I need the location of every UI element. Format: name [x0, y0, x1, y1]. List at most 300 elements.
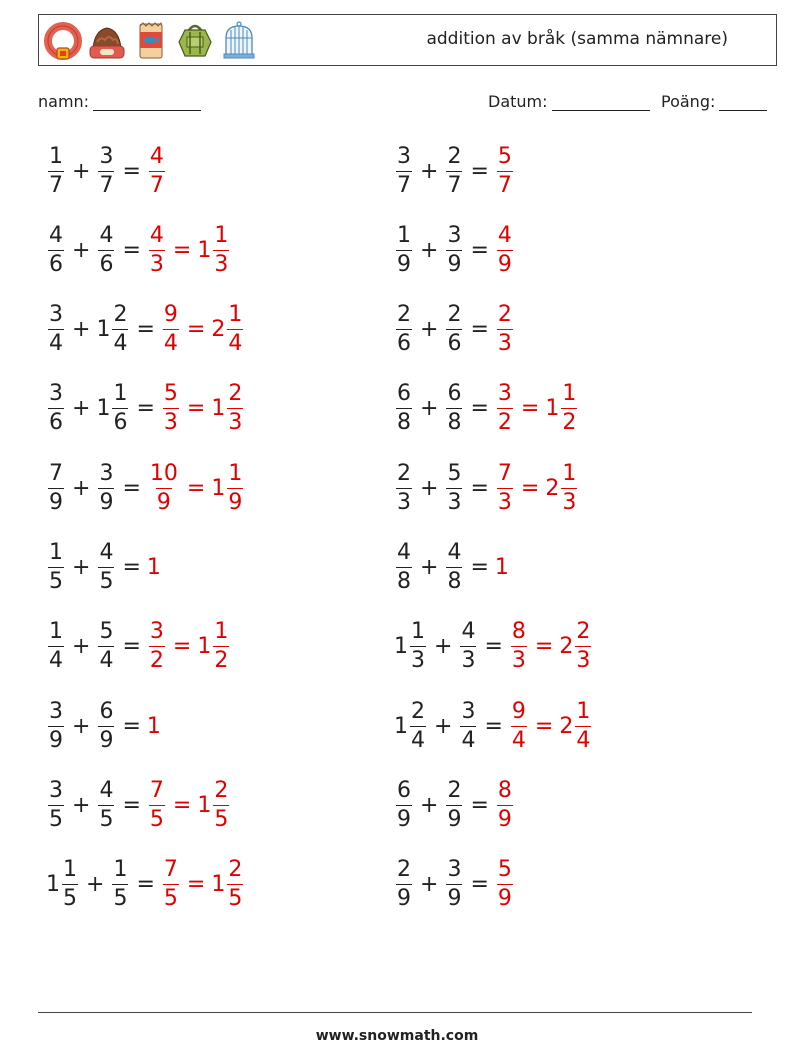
plus-sign: + — [72, 792, 91, 818]
denominator: 4 — [163, 331, 178, 357]
answer — [161, 859, 245, 910]
answer — [147, 555, 161, 580]
denominator: 7 — [99, 172, 114, 198]
fraction — [497, 460, 513, 515]
numerator: 3 — [461, 698, 476, 724]
denominator: 3 — [163, 410, 178, 436]
denominator: 6 — [397, 331, 411, 357]
equals-sign: = — [122, 158, 141, 184]
date-line[interactable] — [552, 93, 650, 111]
denominator: 9 — [228, 489, 243, 515]
numerator: 4 — [49, 222, 63, 248]
numerator: 6 — [397, 777, 411, 803]
numerator: 5 — [99, 619, 114, 645]
denominator: 3 — [562, 489, 577, 515]
problem-3 — [46, 220, 231, 280]
denominator: 6 — [49, 251, 63, 277]
plus-sign: + — [72, 555, 91, 580]
denominator: 9 — [49, 727, 63, 753]
denominator: 9 — [397, 806, 411, 832]
score-line[interactable] — [719, 93, 767, 111]
numerator: 4 — [447, 540, 462, 565]
equals-sign: = — [470, 792, 489, 818]
numerator: 6 — [99, 698, 114, 724]
answer-equals-sign: = — [172, 634, 192, 660]
denominator: 3 — [397, 489, 411, 515]
denominator: 9 — [447, 806, 462, 832]
numerator: 4 — [397, 540, 411, 565]
denominator: 9 — [447, 251, 462, 277]
fraction — [227, 460, 243, 515]
name-label: namn: — [38, 92, 90, 111]
problem-2 — [394, 141, 515, 201]
answer-equals-sign: = — [186, 396, 206, 422]
denominator: 3 — [149, 251, 164, 277]
denominator: 9 — [497, 251, 512, 277]
equals-sign: = — [470, 396, 489, 422]
numerator: 3 — [149, 619, 164, 645]
denominator: 3 — [511, 648, 526, 674]
numerator: 3 — [99, 460, 114, 486]
numerator: 1 — [397, 222, 411, 248]
fraction — [48, 460, 64, 515]
numerator: 3 — [49, 302, 63, 328]
fraction — [396, 777, 412, 832]
numerator: 4 — [149, 222, 164, 248]
denominator: 9 — [497, 806, 512, 832]
fraction — [48, 777, 64, 832]
fraction — [98, 460, 114, 515]
denominator: 3 — [461, 648, 476, 674]
answer-equals-sign: = — [186, 872, 206, 898]
problem-16 — [394, 696, 593, 756]
answer — [495, 383, 579, 434]
answer-equals-sign: = — [520, 475, 540, 501]
denominator: 7 — [49, 172, 63, 198]
numerator: 1 — [228, 460, 243, 486]
denominator: 9 — [49, 489, 63, 515]
denominator: 3 — [228, 410, 243, 436]
fraction — [396, 304, 412, 355]
denominator: 8 — [447, 410, 462, 436]
numerator: 1 — [49, 143, 63, 169]
numerator: 2 — [214, 777, 229, 803]
fraction — [227, 304, 243, 355]
denominator: 4 — [99, 648, 114, 674]
fraction — [511, 698, 527, 753]
date-field — [488, 92, 650, 111]
whole-number: 2 — [545, 475, 560, 501]
denominator: 4 — [49, 331, 63, 357]
fraction — [213, 222, 229, 277]
equals-sign: = — [122, 475, 141, 501]
fraction — [396, 542, 412, 593]
fraction — [446, 383, 462, 434]
fraction — [48, 698, 64, 753]
footer-divider — [38, 1012, 752, 1013]
denominator: 5 — [113, 886, 128, 912]
plus-sign: + — [420, 872, 439, 898]
plus-sign: + — [420, 158, 439, 184]
problem-5 — [46, 300, 245, 360]
fraction — [98, 542, 114, 593]
whole-number: 1 — [545, 396, 560, 422]
answer — [495, 859, 515, 910]
answer — [495, 304, 515, 355]
denominator: 3 — [411, 648, 425, 674]
numerator: 1 — [214, 222, 229, 248]
denominator: 7 — [397, 172, 411, 198]
fraction — [48, 383, 64, 434]
numerator: 3 — [49, 381, 63, 407]
fraction — [163, 859, 179, 910]
equals-sign: = — [136, 317, 155, 343]
numerator: 9 — [163, 302, 178, 328]
denominator: 5 — [214, 806, 229, 832]
fraction — [410, 621, 426, 672]
fraction — [396, 143, 412, 198]
numerator: 3 — [497, 381, 512, 407]
numerator: 2 — [447, 302, 462, 328]
fraction — [48, 621, 64, 672]
answer — [495, 222, 515, 277]
denominator: 8 — [447, 569, 462, 594]
fraction — [446, 222, 462, 277]
plus-sign: + — [72, 317, 91, 343]
fraction — [48, 304, 64, 355]
whole-number: 1 — [46, 872, 60, 898]
fraction — [497, 777, 513, 832]
numerator: 1 — [49, 619, 63, 645]
fraction — [396, 383, 412, 434]
whole-number: 1 — [494, 555, 509, 580]
fraction — [497, 859, 513, 910]
denominator: 8 — [397, 410, 411, 436]
fraction — [446, 542, 462, 593]
denominator: 9 — [99, 489, 114, 515]
denominator: 9 — [99, 727, 114, 753]
fraction — [62, 859, 78, 910]
denominator: 9 — [156, 489, 171, 515]
whole-number: 1 — [394, 713, 408, 739]
fraction — [149, 222, 165, 277]
numerator: 1 — [562, 381, 577, 407]
numerator: 5 — [497, 857, 512, 883]
denominator: 4 — [49, 648, 63, 674]
numerator: 6 — [397, 381, 411, 407]
numerator: 1 — [113, 381, 128, 407]
score-label: Poäng: — [661, 92, 716, 111]
numerator: 2 — [447, 777, 462, 803]
whole-number: 1 — [146, 713, 161, 739]
numerator: 5 — [163, 381, 178, 407]
denominator: 6 — [113, 410, 128, 436]
answer — [147, 143, 167, 198]
problem-13 — [46, 617, 231, 677]
fraction — [98, 621, 114, 672]
equals-sign: = — [122, 713, 141, 739]
plus-sign: + — [72, 634, 91, 660]
problem-14 — [394, 617, 593, 677]
plus-sign: + — [72, 713, 91, 739]
fraction — [149, 621, 165, 672]
numerator: 1 — [228, 302, 243, 328]
whole-number: 1 — [146, 555, 161, 580]
denominator: 9 — [397, 886, 411, 912]
problem-20 — [394, 855, 515, 915]
numerator: 2 — [228, 857, 243, 883]
fraction — [112, 383, 128, 434]
fraction — [446, 859, 462, 910]
denominator: 6 — [447, 331, 462, 357]
equals-sign: = — [470, 237, 489, 263]
numerator: 3 — [99, 143, 114, 169]
problem-8 — [394, 379, 579, 439]
fraction — [98, 222, 114, 277]
problem-6 — [394, 300, 515, 360]
fraction — [396, 222, 412, 277]
answer — [147, 777, 231, 832]
fraction — [227, 383, 243, 434]
denominator: 3 — [214, 251, 229, 277]
backpack-icon — [175, 20, 215, 62]
numerator: 4 — [99, 222, 114, 248]
numerator: 4 — [99, 540, 114, 565]
answer — [147, 621, 231, 672]
fraction — [149, 460, 179, 515]
whole-number: 1 — [96, 317, 111, 343]
denominator: 5 — [49, 806, 63, 832]
answer — [147, 460, 245, 515]
plus-sign: + — [420, 396, 439, 422]
numerator: 1 — [214, 619, 229, 645]
denominator: 5 — [99, 806, 114, 832]
score-field — [661, 92, 767, 111]
denominator: 4 — [461, 727, 476, 753]
denominator: 9 — [447, 886, 462, 912]
equals-sign: = — [470, 158, 489, 184]
answer-equals-sign: = — [186, 475, 206, 501]
whole-number: 1 — [211, 396, 226, 422]
fish-food-icon — [131, 20, 171, 62]
denominator: 4 — [511, 727, 526, 753]
numerator: 4 — [99, 777, 114, 803]
plus-sign: + — [72, 158, 91, 184]
equals-sign: = — [484, 634, 503, 660]
equals-sign: = — [470, 555, 489, 580]
numerator: 4 — [461, 619, 476, 645]
equals-sign: = — [136, 396, 155, 422]
numerator: 2 — [397, 460, 411, 486]
numerator: 2 — [497, 302, 512, 328]
plus-sign: + — [420, 555, 439, 580]
denominator: 4 — [113, 331, 128, 357]
problem-10 — [394, 458, 579, 518]
numerator: 7 — [49, 460, 63, 486]
answer — [147, 714, 161, 739]
numerator: 3 — [447, 857, 462, 883]
fraction — [460, 698, 476, 753]
fraction — [163, 304, 179, 355]
footer-url: www.snowmath.com — [315, 1028, 479, 1044]
problem-12 — [394, 538, 509, 598]
numerator: 4 — [149, 143, 164, 169]
equals-sign: = — [470, 317, 489, 343]
denominator: 2 — [214, 648, 229, 674]
numerator: 9 — [511, 698, 526, 724]
denominator: 9 — [497, 886, 512, 912]
header-icons — [43, 20, 259, 62]
fraction — [497, 383, 513, 434]
denominator: 2 — [497, 410, 512, 436]
numerator: 5 — [447, 460, 462, 486]
equals-sign: = — [484, 713, 503, 739]
whole-number: 1 — [211, 872, 226, 898]
numerator: 6 — [447, 381, 462, 407]
numerator: 4 — [497, 222, 512, 248]
problem-17 — [46, 775, 231, 835]
problem-18 — [394, 775, 515, 835]
fraction — [460, 621, 476, 672]
worksheet-title: addition av bråk (samma nämnare) — [426, 29, 728, 49]
problem-11 — [46, 538, 161, 598]
fraction — [446, 777, 462, 832]
numerator: 1 — [113, 857, 128, 883]
plus-sign: + — [420, 237, 439, 263]
answer-equals-sign: = — [186, 317, 206, 343]
numerator: 3 — [397, 143, 411, 169]
answer — [495, 460, 579, 515]
numerator: 2 — [447, 143, 462, 169]
answer-equals-sign: = — [172, 792, 192, 818]
numerator: 7 — [149, 777, 164, 803]
fraction — [48, 222, 64, 277]
fraction — [575, 621, 591, 672]
equals-sign: = — [470, 872, 489, 898]
fraction — [561, 460, 577, 515]
answer — [509, 698, 593, 753]
denominator: 6 — [99, 251, 114, 277]
plus-sign: + — [434, 713, 453, 739]
numerator: 8 — [511, 619, 526, 645]
plus-sign: + — [420, 475, 439, 501]
plus-sign: + — [420, 317, 439, 343]
numerator: 3 — [49, 698, 63, 724]
denominator: 5 — [49, 569, 63, 594]
problem-15 — [46, 696, 161, 756]
numerator: 1 — [411, 619, 425, 645]
fraction — [227, 859, 243, 910]
denominator: 5 — [149, 806, 164, 832]
fraction — [213, 621, 229, 672]
numerator: 1 — [63, 857, 77, 883]
plus-sign: + — [86, 872, 105, 898]
fraction — [149, 777, 165, 832]
numerator: 3 — [447, 222, 462, 248]
numerator: 2 — [228, 381, 243, 407]
numerator: 2 — [576, 619, 591, 645]
whole-number: 1 — [197, 634, 212, 660]
fraction — [48, 143, 64, 198]
whole-number: 2 — [559, 634, 574, 660]
answer — [161, 304, 245, 355]
whole-number: 1 — [394, 634, 408, 660]
denominator: 7 — [497, 172, 512, 198]
answer — [161, 383, 245, 434]
name-field — [38, 92, 201, 111]
fraction — [149, 143, 165, 198]
denominator: 5 — [99, 569, 114, 594]
fraction — [112, 859, 128, 910]
denominator: 3 — [497, 489, 512, 515]
numerator: 7 — [163, 857, 178, 883]
denominator: 7 — [149, 172, 164, 198]
fraction — [98, 698, 114, 753]
fraction — [396, 859, 412, 910]
numerator: 2 — [113, 302, 128, 328]
dog-bed-icon — [87, 20, 127, 62]
answer — [509, 621, 593, 672]
whole-number: 1 — [96, 396, 111, 422]
equals-sign: = — [122, 792, 141, 818]
fraction — [213, 777, 229, 832]
denominator: 4 — [576, 727, 591, 753]
fraction — [410, 698, 426, 753]
problem-4 — [394, 220, 515, 280]
fraction — [575, 698, 591, 753]
fraction — [497, 222, 513, 277]
fraction — [497, 304, 513, 355]
fraction — [396, 460, 412, 515]
denominator: 2 — [562, 410, 577, 436]
denominator: 4 — [411, 727, 425, 753]
problem-1 — [46, 141, 167, 201]
name-line[interactable] — [93, 93, 201, 111]
denominator: 5 — [228, 886, 243, 912]
fraction — [446, 143, 462, 198]
answer-equals-sign: = — [520, 396, 540, 422]
numerator: 2 — [397, 302, 411, 328]
denominator: 4 — [228, 331, 243, 357]
whole-number: 1 — [197, 792, 212, 818]
equals-sign: = — [122, 555, 141, 580]
plus-sign: + — [72, 237, 91, 263]
denominator: 2 — [149, 648, 164, 674]
date-label: Datum: — [488, 92, 548, 111]
equals-sign: = — [136, 872, 155, 898]
whole-number: 2 — [211, 317, 226, 343]
fraction — [48, 542, 64, 593]
denominator: 3 — [497, 331, 512, 357]
fraction — [163, 383, 179, 434]
answer — [147, 222, 231, 277]
denominator: 3 — [447, 489, 462, 515]
whole-number: 1 — [197, 237, 212, 263]
denominator: 5 — [163, 886, 178, 912]
plus-sign: + — [72, 475, 91, 501]
plus-sign: + — [72, 396, 91, 422]
numerator: 2 — [411, 698, 425, 724]
fraction — [511, 621, 527, 672]
answer-equals-sign: = — [534, 713, 554, 739]
worksheet-header — [38, 14, 777, 66]
numerator: 3 — [49, 777, 63, 803]
equals-sign: = — [470, 475, 489, 501]
fraction — [112, 304, 128, 355]
numerator: 10 — [149, 460, 178, 486]
fraction — [446, 460, 462, 515]
answer-equals-sign: = — [172, 237, 192, 263]
